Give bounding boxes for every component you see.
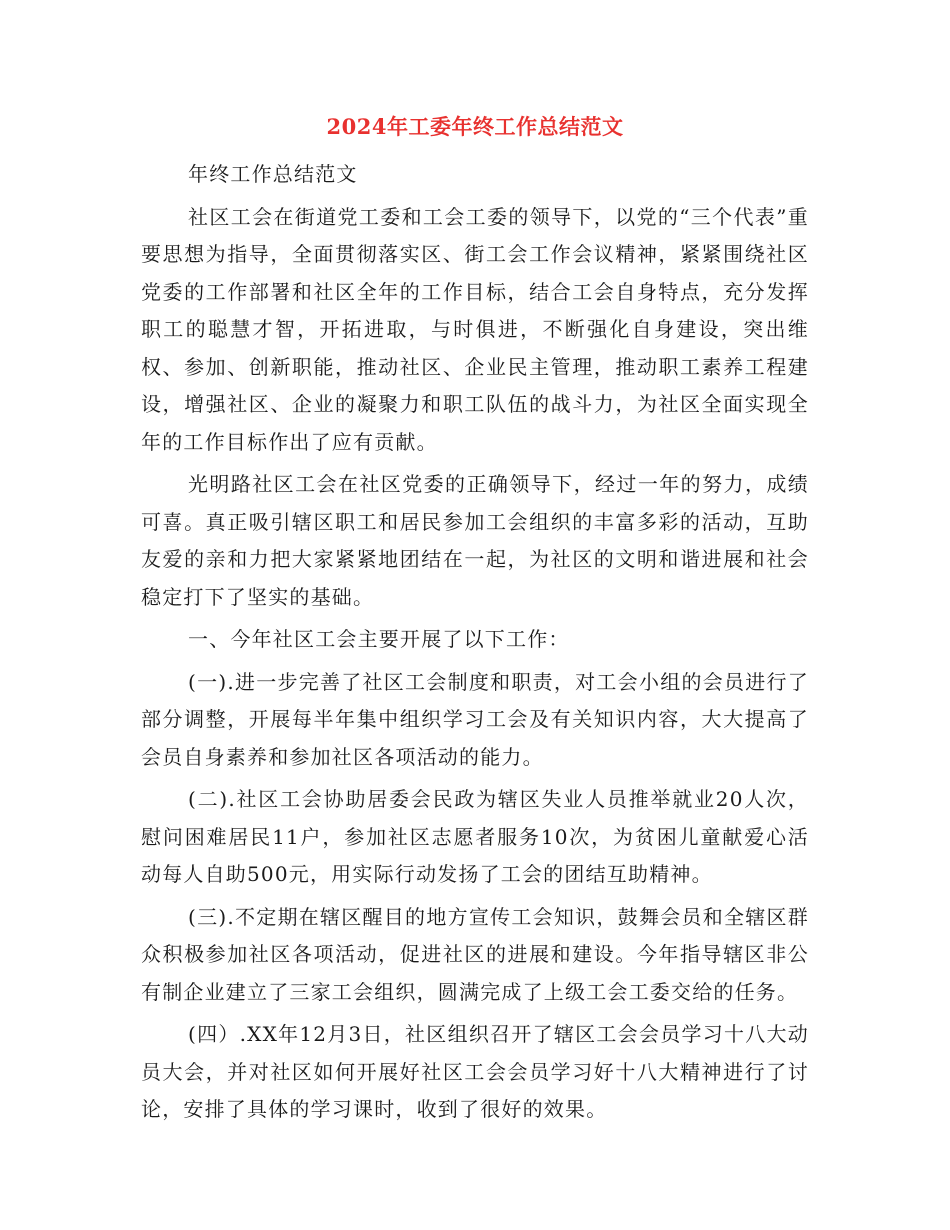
- list-item-2: (二).社区工会协助居委会民政为辖区失业人员推举就业20人次，慰问困难居民11户，参加社区志愿者服务10次，为贫困儿童献爱心活动每人自助500元，用实际行动发扬了工会的团结互助精神。: [141, 787, 809, 886]
- list-item-1: (一).进一步完善了社区工会制度和职责，对工会小组的会员进行了部分调整，开展每半年集中组织学习工会及有关知识内容，大大提高了会员自身素养和参加社区各项活动的能力。: [141, 669, 809, 769]
- document-title: 2024年工委年终工作总结范文: [326, 114, 624, 139]
- list-item-4: (四）.XX年12月3日，社区组织召开了辖区工会会员学习十八大动员大会，并对社区如何开展好社区工会会员学习好十八大精神进行了讨论，安排了具体的学习课时，收到了很好的效果。: [141, 1022, 809, 1121]
- paragraph-subtitle: 年终工作总结范文: [188, 162, 358, 186]
- document-body: [141, 156, 809, 1134]
- paragraph-intro: 社区工会在街道党工委和工会工委的领导下，以党的“三个代表”重要思想为指导，全面贯彻落实区、街工会工作会议精神，紧紧围绕社区党委的工作部署和社区全年的工作目标，结合工会自身特点，充分发挥职工的聪慧才智，开拓进取，与时俱进，不断强化自身建设，突出维权、参加、创新职能，推动社区、企业民主管理，推动职工素养工程建设，增强社区、企业的凝聚力和职工队伍的战斗力，为社区全面实现全年的工作目标作出了应有贡献。: [141, 204, 809, 454]
- section-heading-1: 一、今年社区工会主要开展了以下工作：: [188, 627, 570, 651]
- list-item-3: (三).不定期在辖区醒目的地方宣传工会知识，鼓舞会员和全辖区群众积极参加社区各项活动，促进社区的进展和建设。今年指导辖区非公有制企业建立了三家工会组织，圆满完成了上级工会工委交给的任务。: [141, 904, 809, 1004]
- paragraph-achievements: 光明路社区工会在社区党委的正确领导下，经过一年的努力，成绩可喜。真正吸引辖区职工和居民参加工会组织的丰富多彩的活动，互助友爱的亲和力把大家紧紧地团结在一起，为社区的文明和谐进展和社会稳定打下了坚实的基础。: [141, 472, 809, 609]
